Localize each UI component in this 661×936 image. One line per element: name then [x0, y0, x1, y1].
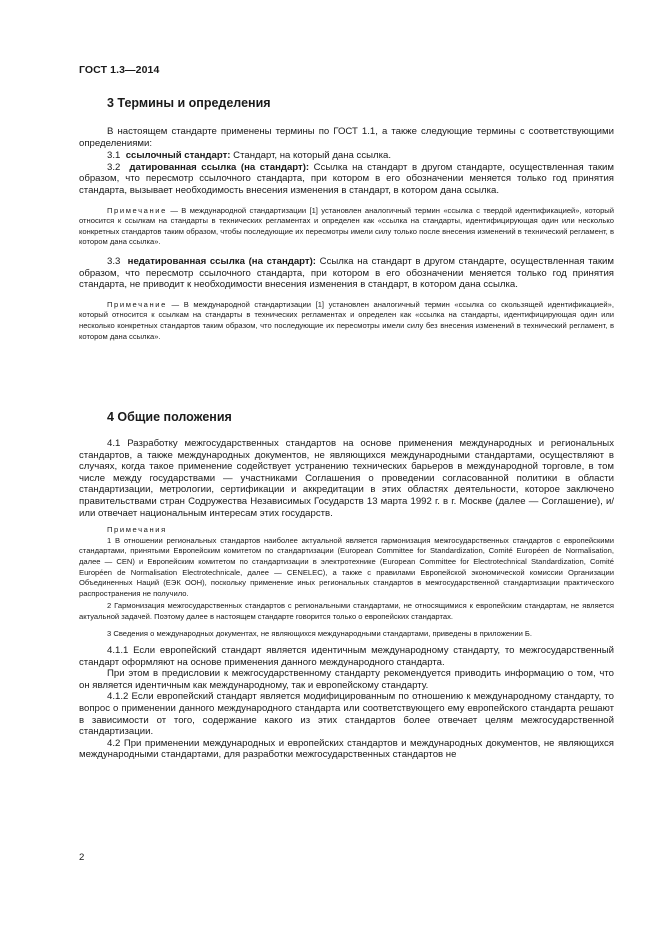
notes-label: Примечания: [107, 525, 167, 535]
note-4-1-a: 1 В отношении региональных стандартов наиболее актуальной является гармонизация межгосударственных стандартов с европейскими стандартами, принятыми Европейским комитетом по стандартизации (European Committee for Standardization, Comité Européen de Normalisation, далее — CEN) и Европейским комитетом по стандартизации в электротехнике (European Committee for Electrotechnical Standardization, Comité Européen de Normalisation Electrotechnicale, далее — CENELEC), а также с правилами Европейской экономической комиссии Организации Объединенных Наций (ЕЭК ООН), поскольку применение иных региональных стандартов в межгосударственной стандартизации практического распространения не получило.: [79, 535, 614, 598]
section-3-heading: 3 Термины и определения: [107, 96, 271, 110]
term-3-1: [79, 150, 614, 162]
page-number: 2: [79, 852, 85, 863]
term-name: ссылочный стандарт:: [125, 150, 231, 162]
paragraph-4-2: 4.2 При применении международных и европейских стандартов и международных документов, не являющихся международными стандартами, для разработки межгосударственных стандартов не: [79, 737, 614, 761]
note-label: Примечание: [107, 205, 167, 215]
section-3-body: [79, 126, 614, 342]
note-4-1-c: 3 Сведения о международных документах, не являющихся международными стандартами, приведены в приложении Б.: [107, 628, 533, 638]
document-header: ГОСТ 1.3—2014: [79, 64, 160, 76]
paragraph-4-1-1-b: При этом в предисловии к межгосударственному стандарту рекомендуется приводить информацию о том, что он является идентичным как международному, так и европейскому стандарту.: [79, 668, 614, 691]
term-name: недатированная ссылка (на стандарт):: [127, 255, 316, 267]
paragraph-4-1-1: 4.1.1 Если европейский стандарт является идентичным международному стандарту, то межгосударственный стандарт оформляют на основе применения данного международного стандарта.: [79, 645, 614, 668]
section-3-intro: В настоящем стандарте применены термины по ГОСТ 1.1, а также следующие термины с соответствующими определениями:: [79, 126, 614, 149]
note-text: — В международной стандартизации [1] установлен аналогичный термин «ссылка со скользящей идентификацией», который относится к ссылкам на стандарты в технических регламентах и определен как «ссылка на стандарты, идентифицирующая один или несколько конкретных стандартов таким образом, что последующие их пересмотры имели силу без внесения изменений в технический регламент, в котором дана ссылка».: [79, 299, 614, 341]
paragraph-4-1-2: 4.1.2 Если европейский стандарт является модифицированным по отношению к международному стандарту, то вопрос о применении данного международного стандарта или соответствующего ему европейского стандарта решают в зависимости от того, содержание какого из этих стандартов более отвечает целям межгосударственной стандартизации.: [79, 691, 614, 738]
section-4-heading: 4 Общие положения: [107, 410, 232, 424]
paragraph-4-1: 4.1 Разработку межгосударственных стандартов на основе применения международных и региональных стандартов, а также международных документов, не являющихся международными стандартами, осуществляют в случаях, когда такое применение содействует устранению технических барьеров в международной торговле, в том числе между государствами — участниками Соглашения о проведении согласованной политики в области стандартизации, метрологии, сертификации и аккредитации в этих областях деятельности, которое заключено правительствами стран Содружества Независимых Государств 13 марта 1992 г. в г. Москве (далее — Соглашение), и/или отвечает национальным интересам этих государств.: [79, 438, 614, 519]
term-name: датированная ссылка (на стандарт):: [129, 161, 310, 173]
term-number: 3.1: [107, 150, 121, 162]
term-definition: Стандарт, на который дана ссылка.: [233, 150, 392, 162]
term-number: 3.3: [107, 255, 121, 267]
note-4-1-b: 2 Гармонизация межгосударственных стандартов с региональными стандартами, не относящимися к европейским стандартам, не является актуальной задачей. Поэтому далее в настоящем стандарте говорится только о европейских стандартах.: [79, 601, 614, 621]
note-3-2: [79, 206, 614, 248]
note-text: — В международной стандартизации [1] установлен аналогичный термин «ссылка с твердой идентификацией», который относится к ссылкам на стандарты в технических регламентах и определен как «ссылка на стандарты, идентифицирующая один или несколько конкретных стандартов таким образом, чтобы последующие их пересмотры имели силу только после внесения изменений в технический регламент, в котором дана ссылка».: [79, 205, 614, 247]
term-definition: Ссылка на стандарт в другом стандарте, осуществленная таким образом, что пересмотр ссылочного стандарта, при котором в его обозначении меняется только год принятия стандарта, не приводит к необходимости внесения изменения в стандарт, в котором дана ссылка.: [79, 255, 614, 291]
note-label: Примечание: [107, 299, 167, 309]
section-4-body: [79, 438, 614, 761]
note-3-3: [79, 300, 614, 342]
term-3-2: [79, 162, 614, 197]
term-3-3: [79, 256, 614, 291]
term-definition: Ссылка на стандарт в другом стандарте, осуществленная таким образом, что пересмотр ссылочного стандарта, при котором в его обозначении меняется только год принятия стандарта, вызывает необходимость внесения изменения в стандарт, в котором дана ссылка.: [79, 161, 614, 196]
term-number: 3.2: [107, 161, 121, 173]
